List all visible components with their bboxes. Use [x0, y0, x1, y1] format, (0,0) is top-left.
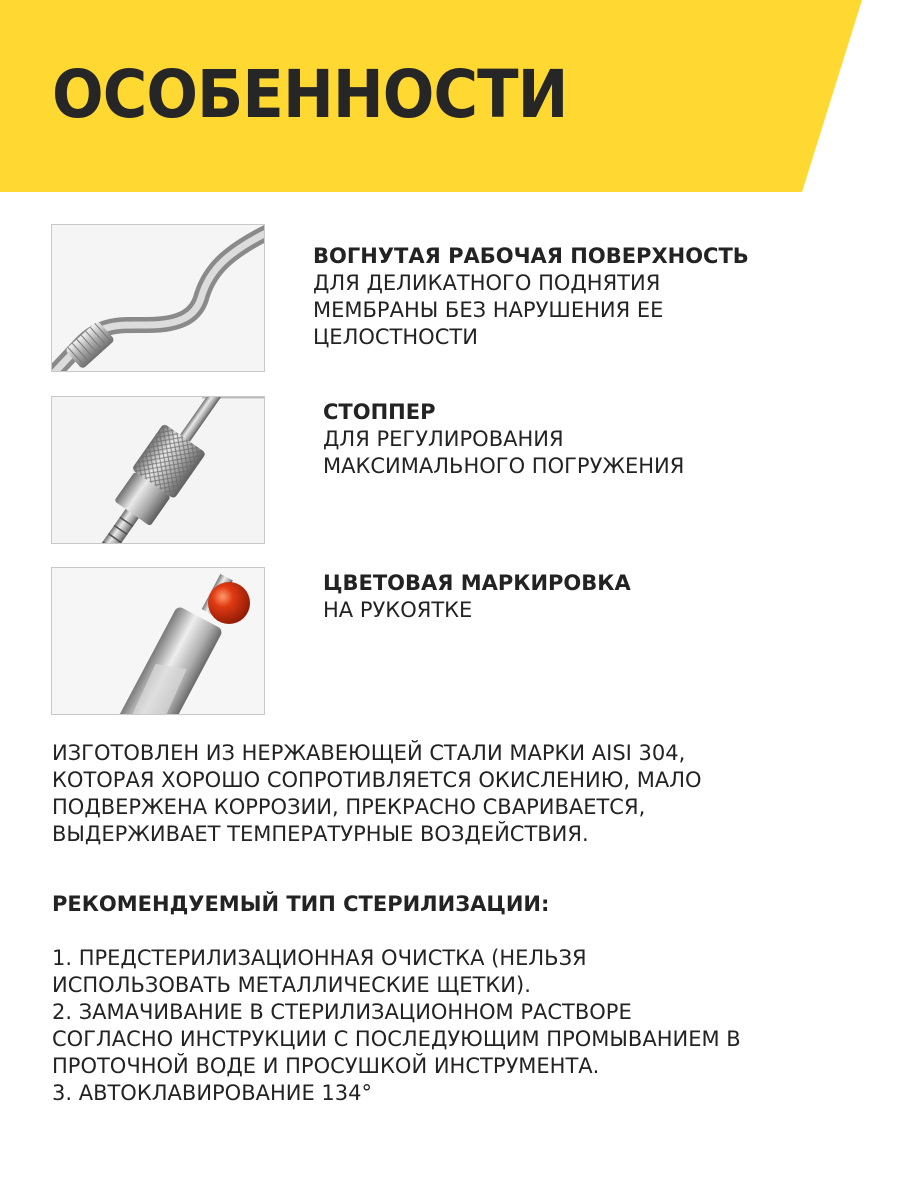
material-line: ИЗГОТОВЛЕН ИЗ НЕРЖАВЕЮЩЕЙ СТАЛИ МАРКИ AISI 304,: [52, 741, 686, 765]
feature-title: СТОППЕР: [323, 400, 436, 424]
feature-color-marking: [323, 569, 631, 624]
material-line: ВЫДЕРЖИВАЕТ ТЕМПЕРАТУРНЫЕ ВОЗДЕЙСТВИЯ.: [52, 822, 589, 846]
feature-stopper: [323, 398, 684, 480]
sterilization-line: СОГЛАСНО ИНСТРУКЦИИ С ПОСЛЕДУЮЩИМ ПРОМЫВАНИЕМ В: [52, 1027, 741, 1051]
header-banner: [0, 0, 900, 192]
feature-title: ЦВЕТОВАЯ МАРКИРОВКА: [323, 571, 631, 595]
feature-description-line: МАКСИМАЛЬНОГО ПОГРУЖЕНИЯ: [323, 454, 685, 478]
page-title: ОСОБЕННОСТИ: [52, 56, 568, 133]
sterilization-steps: [52, 945, 741, 1107]
feature-description: [323, 597, 631, 624]
feature-description: [323, 426, 684, 480]
sterilization-line: ПРОТОЧНОЙ ВОДЕ И ПРОСУШКОЙ ИНСТРУМЕНТА.: [52, 1054, 600, 1078]
feature-description: [313, 270, 749, 351]
sterilization-line: 1. ПРЕДСТЕРИЛИЗАЦИОННАЯ ОЧИСТКА (НЕЛЬЗЯ: [52, 946, 587, 970]
feature-description-line: ДЛЯ ДЕЛИКАТНОГО ПОДНЯТИЯ: [313, 271, 661, 295]
sterilization-line: ИСПОЛЬЗОВАТЬ МЕТАЛЛИЧЕСКИЕ ЩЕТКИ).: [52, 973, 531, 997]
curved-tip-photo: [51, 224, 265, 372]
feature-description-line: НА РУКОЯТКЕ: [323, 598, 473, 622]
sterilization-heading: РЕКОМЕНДУЕМЫЙ ТИП СТЕРИЛИЗАЦИИ:: [52, 892, 550, 916]
material-line: КОТОРАЯ ХОРОШО СОПРОТИВЛЯЕТСЯ ОКИСЛЕНИЮ, МАЛО: [52, 768, 702, 792]
material-line: ПОДВЕРЖЕНА КОРРОЗИИ, ПРЕКРАСНО СВАРИВАЕТСЯ,: [52, 795, 646, 819]
feature-description-line: ДЛЯ РЕГУЛИРОВАНИЯ: [323, 427, 564, 451]
feature-description-line: ЦЕЛОСТНОСТИ: [313, 325, 478, 349]
material-description: [52, 740, 702, 848]
sterilization-line: 2. ЗАМАЧИВАНИЕ В СТЕРИЛИЗАЦИОННОМ РАСТВОРЕ: [52, 1000, 632, 1024]
stopper-photo: [51, 396, 265, 544]
feature-description-line: МЕМБРАНЫ БЕЗ НАРУШЕНИЯ ЕЕ: [313, 298, 664, 322]
color-marking-photo: [51, 567, 265, 715]
sterilization-line: 3. АВТОКЛАВИРОВАНИЕ 134°: [52, 1081, 373, 1105]
feature-concave-surface: [313, 242, 749, 351]
feature-title: ВОГНУТАЯ РАБОЧАЯ ПОВЕРХНОСТЬ: [313, 244, 749, 268]
